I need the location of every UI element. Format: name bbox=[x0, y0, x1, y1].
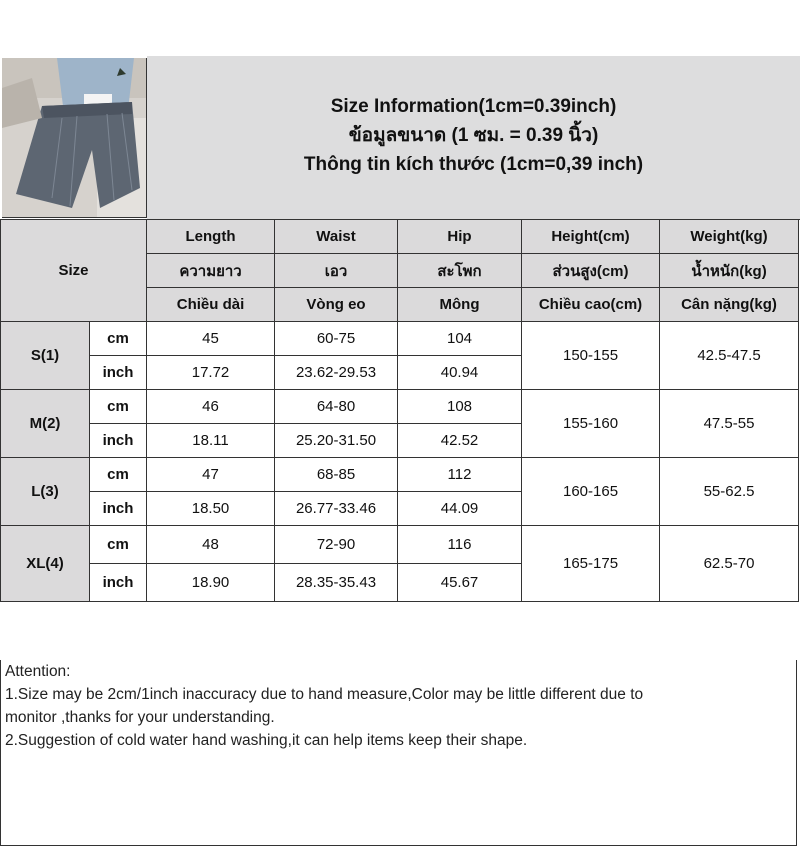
unit-cm: cm bbox=[90, 390, 147, 424]
attention-notes bbox=[0, 660, 797, 846]
cell-hip-inch: 40.94 bbox=[398, 356, 522, 390]
col-weight-vi: Cân nặng(kg) bbox=[660, 288, 799, 322]
size-heading: Size bbox=[1, 220, 147, 322]
cell-hip-inch: 42.52 bbox=[398, 424, 522, 458]
unit-inch: inch bbox=[90, 356, 147, 390]
title-line-en: Size Information(1cm=0.39inch) bbox=[330, 96, 617, 117]
cell-length-cm: 48 bbox=[147, 526, 275, 564]
size-label-m: M(2) bbox=[1, 390, 90, 458]
col-hip-vi: Mông bbox=[398, 288, 522, 322]
size-chart-sheet bbox=[0, 56, 800, 800]
title-line-vi: Thông tin kích thước (1cm=0,39 inch) bbox=[303, 154, 644, 175]
cell-weight: 55-62.5 bbox=[660, 458, 799, 526]
size-label-l: L(3) bbox=[1, 458, 90, 526]
cell-waist-inch: 23.62-29.53 bbox=[275, 356, 398, 390]
cell-height: 160-165 bbox=[522, 458, 660, 526]
cell-weight: 47.5-55 bbox=[660, 390, 799, 458]
size-label-s: S(1) bbox=[1, 322, 90, 390]
cell-length-inch: 18.11 bbox=[147, 424, 275, 458]
cell-waist-cm: 64-80 bbox=[275, 390, 398, 424]
table-row bbox=[1, 390, 799, 424]
chart-title bbox=[147, 92, 800, 179]
cell-length-inch: 18.90 bbox=[147, 564, 275, 602]
cell-waist-cm: 60-75 bbox=[275, 322, 398, 356]
col-hip-th: สะโพก bbox=[398, 254, 522, 288]
cell-length-inch: 17.72 bbox=[147, 356, 275, 390]
unit-inch: inch bbox=[90, 424, 147, 458]
table-row bbox=[1, 322, 799, 356]
product-photo bbox=[2, 58, 147, 218]
notes-heading: Attention: bbox=[5, 663, 71, 680]
unit-cm: cm bbox=[90, 322, 147, 356]
col-weight-th: น้ำหนัก(kg) bbox=[660, 254, 799, 288]
col-weight-en: Weight(kg) bbox=[660, 220, 799, 254]
col-height-th: ส่วนสูง(cm) bbox=[522, 254, 660, 288]
col-height-vi: Chiều cao(cm) bbox=[522, 288, 660, 322]
cell-length-cm: 47 bbox=[147, 458, 275, 492]
cell-hip-cm: 104 bbox=[398, 322, 522, 356]
cell-height: 150-155 bbox=[522, 322, 660, 390]
col-length-vi: Chiều dài bbox=[147, 288, 275, 322]
cell-height: 155-160 bbox=[522, 390, 660, 458]
cell-weight: 42.5-47.5 bbox=[660, 322, 799, 390]
unit-inch: inch bbox=[90, 564, 147, 602]
cell-length-inch: 18.50 bbox=[147, 492, 275, 526]
cell-waist-inch: 26.77-33.46 bbox=[275, 492, 398, 526]
cell-hip-inch: 44.09 bbox=[398, 492, 522, 526]
cell-hip-cm: 108 bbox=[398, 390, 522, 424]
unit-cm: cm bbox=[90, 526, 147, 564]
notes-line: 1.Size may be 2cm/1inch inaccuracy due to hand measure,Color may be little different due to bbox=[5, 686, 644, 703]
cell-hip-inch: 45.67 bbox=[398, 564, 522, 602]
col-waist-vi: Vòng eo bbox=[275, 288, 398, 322]
col-hip-en: Hip bbox=[398, 220, 522, 254]
col-length-en: Length bbox=[147, 220, 275, 254]
col-length-th: ความยาว bbox=[147, 254, 275, 288]
header-row-en bbox=[1, 220, 799, 254]
cell-waist-cm: 68-85 bbox=[275, 458, 398, 492]
cell-hip-cm: 116 bbox=[398, 526, 522, 564]
table-row bbox=[1, 526, 799, 564]
col-waist-th: เอว bbox=[275, 254, 398, 288]
cell-waist-inch: 28.35-35.43 bbox=[275, 564, 398, 602]
product-photo-illustration bbox=[2, 58, 146, 217]
size-table bbox=[0, 219, 799, 602]
cell-length-cm: 45 bbox=[147, 322, 275, 356]
notes-line: monitor ,thanks for your understanding. bbox=[5, 709, 275, 726]
table-row bbox=[1, 458, 799, 492]
cell-hip-cm: 112 bbox=[398, 458, 522, 492]
col-waist-en: Waist bbox=[275, 220, 398, 254]
unit-inch: inch bbox=[90, 492, 147, 526]
size-label-xl: XL(4) bbox=[1, 526, 90, 602]
col-height-en: Height(cm) bbox=[522, 220, 660, 254]
notes-line: 2.Suggestion of cold water hand washing,it can help items keep their shape. bbox=[5, 732, 528, 749]
cell-height: 165-175 bbox=[522, 526, 660, 602]
cell-weight: 62.5-70 bbox=[660, 526, 799, 602]
cell-waist-inch: 25.20-31.50 bbox=[275, 424, 398, 458]
unit-cm: cm bbox=[90, 458, 147, 492]
title-line-th: ข้อมูลขนาด (1 ซม. = 0.39 นิ้ว) bbox=[348, 125, 599, 146]
cell-length-cm: 46 bbox=[147, 390, 275, 424]
cell-waist-cm: 72-90 bbox=[275, 526, 398, 564]
